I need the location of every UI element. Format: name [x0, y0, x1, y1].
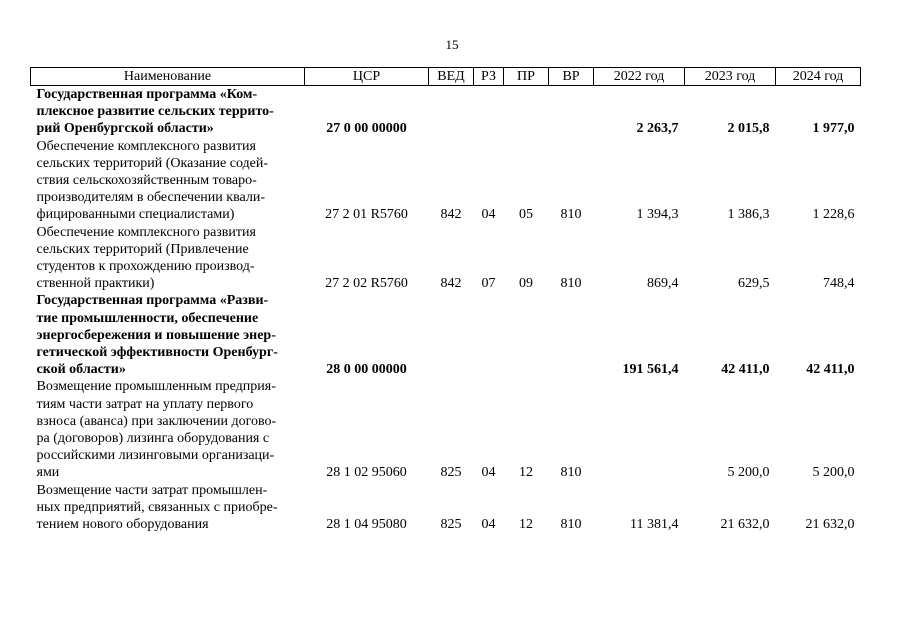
header-pr: ПР: [504, 68, 549, 86]
row-value-2023: 1 386,3: [727, 207, 770, 223]
header-2023: 2023 год: [685, 68, 776, 86]
row-ved: 842: [440, 207, 462, 223]
table-row: [31, 378, 861, 481]
row-csr: 28 1 04 95080: [326, 517, 407, 533]
row-pr: 05: [519, 207, 533, 223]
row-value-2022: 11 381,4: [630, 517, 679, 533]
row-value-2024: 5 200,0: [812, 465, 855, 481]
row-value-2022: [594, 378, 685, 481]
row-vr: 810: [560, 207, 582, 223]
row-csr: 28 0 00 00000: [326, 362, 407, 378]
row-rz: [474, 292, 504, 378]
row-rz: 04: [481, 517, 496, 533]
row-csr: 27 0 00 00000: [326, 121, 407, 137]
row-value-2024: 748,4: [823, 276, 855, 292]
row-name: [31, 292, 305, 378]
row-value-2024: 1 977,0: [812, 121, 855, 137]
row-name: [31, 224, 305, 293]
row-value-2022: 2 263,7: [636, 121, 679, 137]
row-value-2022: 191 561,4: [622, 362, 679, 378]
row-name: [31, 482, 305, 534]
row-vr: 810: [560, 465, 582, 481]
row-ved: 825: [440, 517, 462, 533]
row-value-2023: 5 200,0: [727, 465, 770, 481]
page-number: 15: [445, 37, 459, 52]
row-value-2022: 1 394,3: [636, 207, 679, 223]
row-name-text: Государственная программа «Ком- плексное развитие сельских террито- рий Оренбургской области»: [36, 87, 274, 137]
row-rz: 04: [481, 207, 496, 223]
row-value-2023: 42 411,0: [721, 362, 770, 378]
row-value-2023: 21 632,0: [720, 517, 770, 533]
row-name: [31, 86, 305, 138]
table-row: [31, 138, 861, 224]
row-value-2023: 629,5: [738, 276, 770, 292]
row-value-2024: 42 411,0: [806, 362, 855, 378]
table-row: [31, 482, 861, 534]
budget-table: [30, 67, 861, 533]
header-csr: ЦСР: [305, 68, 429, 86]
row-csr: 27 2 01 R5760: [325, 207, 408, 223]
row-name-text: Обеспечение комплексного развития сельских территорий (Оказание содей- ствия сельскохозяйственным товаро- производителям в обеспечении квали- фицированными специалистами): [36, 138, 269, 223]
row-vr: [549, 292, 594, 378]
row-value-2024: 1 228,6: [812, 207, 855, 223]
row-name-text: Возмещение части затрат промышлен- ных предприятий, связанных с приобре- тением нового оборудования: [36, 482, 278, 533]
table-row: [31, 224, 861, 293]
header-name: Наименование: [31, 68, 305, 86]
row-pr: [504, 292, 549, 378]
header-ved: ВЕД: [429, 68, 474, 86]
row-vr: [549, 86, 594, 138]
header-rz: РЗ: [474, 68, 504, 86]
row-value-2022: 869,4: [647, 276, 679, 292]
row-vr: 810: [560, 517, 582, 533]
row-name: [31, 378, 305, 481]
row-name: [31, 138, 305, 224]
row-name-text: Обеспечение комплексного развития сельских территорий (Привлечение студентов к прохождению производ- ственной практики): [36, 224, 256, 292]
header-vr: ВР: [549, 68, 594, 86]
table-body: [31, 86, 861, 534]
row-name-text: Государственная программа «Разви- тие промышленности, обеспечение энергосбережения и повышение энер- гетической эффективности Оренбург- ской области»: [36, 293, 278, 378]
row-rz: 04: [481, 465, 496, 481]
row-ved: 825: [440, 465, 462, 481]
header-row: [31, 68, 861, 86]
row-name-text: Возмещение промышленным предприя- тиям части затрат на уплату первого взноса (аванса) при заключении догово- ра (договоров) лизинга оборудования с российскими лизинговыми организаци- ями: [36, 379, 277, 481]
row-ved: [429, 292, 474, 378]
row-csr: 27 2 02 R5760: [325, 276, 408, 292]
table-row: [31, 86, 861, 138]
header-2022: 2022 год: [594, 68, 685, 86]
row-value-2024: 21 632,0: [805, 517, 855, 533]
row-pr: [504, 86, 549, 138]
row-pr: 12: [519, 517, 533, 533]
row-pr: 09: [519, 276, 533, 292]
row-pr: 12: [519, 465, 533, 481]
row-ved: [429, 86, 474, 138]
row-rz: [474, 86, 504, 138]
row-csr: 28 1 02 95060: [326, 465, 407, 481]
header-2024: 2024 год: [776, 68, 861, 86]
row-value-2023: 2 015,8: [727, 121, 770, 137]
row-ved: 842: [440, 276, 462, 292]
row-rz: 07: [481, 276, 496, 292]
table-row: [31, 292, 861, 378]
row-vr: 810: [560, 276, 582, 292]
